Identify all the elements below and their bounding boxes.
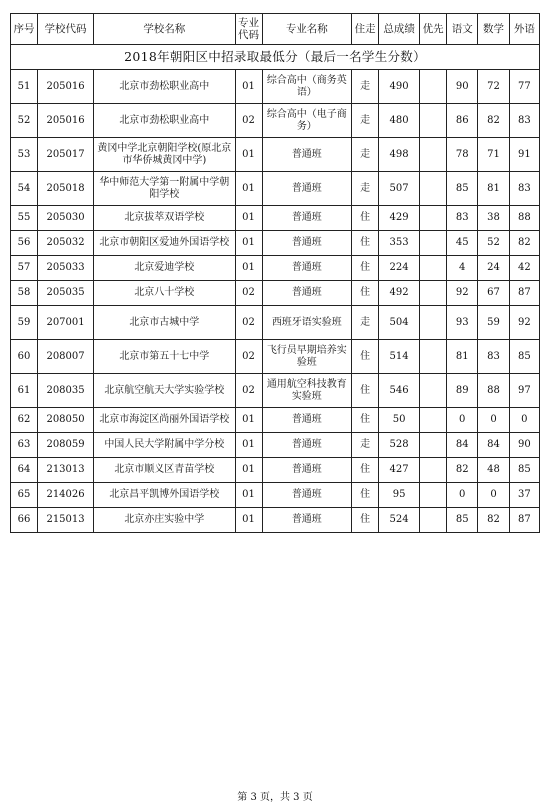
- cell-chinese: 93: [447, 306, 478, 340]
- cell-english: 87: [509, 508, 539, 533]
- cell-chinese: 4: [447, 256, 478, 281]
- cell-major: 普通班: [262, 256, 352, 281]
- cell-english: 37: [509, 483, 539, 508]
- cell-major-code: 01: [235, 172, 262, 206]
- cell-total: 524: [379, 508, 420, 533]
- cell-total: 546: [379, 374, 420, 408]
- page-title: 2018年朝阳区中招录取最低分（最后一名学生分数）: [11, 45, 540, 70]
- cell-chinese: 83: [447, 206, 478, 231]
- cell-major: 普通班: [262, 508, 352, 533]
- cell-priority: [420, 408, 447, 433]
- cell-live: 走: [352, 138, 379, 172]
- cell-major: 普通班: [262, 433, 352, 458]
- cell-total: 50: [379, 408, 420, 433]
- table-row: [11, 206, 540, 231]
- cell-school: 北京市古城中学: [94, 306, 235, 340]
- col-header-no: 序号: [11, 14, 38, 45]
- cell-no: 51: [11, 70, 38, 104]
- cell-code: 215013: [37, 508, 93, 533]
- table-row: [11, 138, 540, 172]
- cell-school: 北京八十学校: [94, 281, 235, 306]
- cell-school: 北京昌平凯博外国语学校: [94, 483, 235, 508]
- cell-priority: [420, 206, 447, 231]
- table-row: [11, 433, 540, 458]
- cell-major: 普通班: [262, 138, 352, 172]
- cell-live: 走: [352, 172, 379, 206]
- cell-major-code: 02: [235, 374, 262, 408]
- cell-major: 普通班: [262, 206, 352, 231]
- cell-total: 224: [379, 256, 420, 281]
- cell-live: 走: [352, 70, 379, 104]
- cell-chinese: 81: [447, 340, 478, 374]
- cell-total: 504: [379, 306, 420, 340]
- cell-priority: [420, 306, 447, 340]
- cell-school: 黄冈中学北京朝阳学校(原北京市华侨城黄冈中学): [94, 138, 235, 172]
- cell-live: 走: [352, 104, 379, 138]
- cell-priority: [420, 458, 447, 483]
- cell-english: 77: [509, 70, 539, 104]
- cell-code: 205035: [37, 281, 93, 306]
- cell-chinese: 86: [447, 104, 478, 138]
- cell-no: 61: [11, 374, 38, 408]
- cell-live: 走: [352, 306, 379, 340]
- cell-total: 490: [379, 70, 420, 104]
- cell-code: 205016: [37, 70, 93, 104]
- cell-total: 528: [379, 433, 420, 458]
- table-row: [11, 340, 540, 374]
- cell-chinese: 0: [447, 483, 478, 508]
- cell-math: 59: [478, 306, 509, 340]
- table-row: [11, 374, 540, 408]
- cell-code: 214026: [37, 483, 93, 508]
- cell-priority: [420, 138, 447, 172]
- cell-math: 52: [478, 231, 509, 256]
- table-row: [11, 104, 540, 138]
- cell-code: 208050: [37, 408, 93, 433]
- table-row: [11, 483, 540, 508]
- cell-total: 429: [379, 206, 420, 231]
- cell-math: 71: [478, 138, 509, 172]
- table-row: [11, 231, 540, 256]
- cell-no: 64: [11, 458, 38, 483]
- col-header-total: 总成绩: [379, 14, 420, 45]
- cell-major: 综合高中（电子商务）: [262, 104, 352, 138]
- table-row: [11, 306, 540, 340]
- cell-chinese: 92: [447, 281, 478, 306]
- cell-live: 住: [352, 458, 379, 483]
- cell-code: 208007: [37, 340, 93, 374]
- cell-priority: [420, 483, 447, 508]
- cell-total: 480: [379, 104, 420, 138]
- cell-math: 81: [478, 172, 509, 206]
- cell-school: 北京拔萃双语学校: [94, 206, 235, 231]
- cell-english: 91: [509, 138, 539, 172]
- cell-live: 住: [352, 256, 379, 281]
- cell-school: 北京航空航天大学实验学校: [94, 374, 235, 408]
- cell-math: 82: [478, 104, 509, 138]
- page-footer: 第 3 页，共 3 页: [237, 792, 313, 803]
- cell-live: 住: [352, 281, 379, 306]
- table-row: [11, 70, 540, 104]
- cell-major-code: 02: [235, 281, 262, 306]
- col-header-chinese: 语文: [447, 14, 478, 45]
- cell-code: 205032: [37, 231, 93, 256]
- cell-live: 住: [352, 408, 379, 433]
- cell-code: 205033: [37, 256, 93, 281]
- cell-major: 普通班: [262, 458, 352, 483]
- cell-priority: [420, 340, 447, 374]
- col-header-major: 专业名称: [262, 14, 352, 45]
- cell-live: 住: [352, 374, 379, 408]
- cell-math: 72: [478, 70, 509, 104]
- cell-live: 住: [352, 231, 379, 256]
- cell-live: 走: [352, 433, 379, 458]
- cell-school: 北京爱迪学校: [94, 256, 235, 281]
- cell-major-code: 01: [235, 138, 262, 172]
- cell-no: 65: [11, 483, 38, 508]
- cell-no: 52: [11, 104, 38, 138]
- table-row: [11, 256, 540, 281]
- cell-live: 住: [352, 206, 379, 231]
- cell-major: 普通班: [262, 281, 352, 306]
- cell-school: 北京市朝阳区爱迪外国语学校: [94, 231, 235, 256]
- cell-math: 84: [478, 433, 509, 458]
- cell-priority: [420, 256, 447, 281]
- cell-major-code: 01: [235, 508, 262, 533]
- cell-math: 48: [478, 458, 509, 483]
- cell-code: 205030: [37, 206, 93, 231]
- cell-english: 42: [509, 256, 539, 281]
- cell-major-code: 02: [235, 104, 262, 138]
- cell-math: 82: [478, 508, 509, 533]
- cell-math: 83: [478, 340, 509, 374]
- cell-english: 90: [509, 433, 539, 458]
- cell-total: 507: [379, 172, 420, 206]
- cell-school: 北京市劲松职业高中: [94, 104, 235, 138]
- cell-no: 60: [11, 340, 38, 374]
- cell-math: 88: [478, 374, 509, 408]
- cell-total: 95: [379, 483, 420, 508]
- cell-major-code: 01: [235, 433, 262, 458]
- cell-major: 普通班: [262, 408, 352, 433]
- cell-school: 北京亦庄实验中学: [94, 508, 235, 533]
- cell-no: 58: [11, 281, 38, 306]
- cell-no: 59: [11, 306, 38, 340]
- cell-english: 0: [509, 408, 539, 433]
- cell-chinese: 89: [447, 374, 478, 408]
- score-sheet: [10, 13, 540, 533]
- cell-no: 66: [11, 508, 38, 533]
- cell-code: 207001: [37, 306, 93, 340]
- cell-school: 北京市劲松职业高中: [94, 70, 235, 104]
- cell-major: 综合高中（商务英语）: [262, 70, 352, 104]
- cell-code: 205016: [37, 104, 93, 138]
- cell-school: 北京市第五十七中学: [94, 340, 235, 374]
- cell-no: 56: [11, 231, 38, 256]
- cell-chinese: 45: [447, 231, 478, 256]
- cell-english: 82: [509, 231, 539, 256]
- cell-math: 67: [478, 281, 509, 306]
- cell-priority: [420, 508, 447, 533]
- col-header-math: 数学: [478, 14, 509, 45]
- cell-major: 通用航空科技教育实验班: [262, 374, 352, 408]
- cell-major-code: 01: [235, 70, 262, 104]
- cell-major: 普通班: [262, 483, 352, 508]
- cell-english: 87: [509, 281, 539, 306]
- cell-chinese: 84: [447, 433, 478, 458]
- cell-priority: [420, 281, 447, 306]
- cell-major-code: 01: [235, 231, 262, 256]
- col-header-english: 外语: [509, 14, 539, 45]
- table-row: [11, 458, 540, 483]
- cell-major: 普通班: [262, 231, 352, 256]
- cell-major: 西班牙语实验班: [262, 306, 352, 340]
- cell-english: 83: [509, 104, 539, 138]
- cell-total: 427: [379, 458, 420, 483]
- cell-school: 北京市顺义区青苗学校: [94, 458, 235, 483]
- col-header-code: 学校代码: [37, 14, 93, 45]
- cell-chinese: 0: [447, 408, 478, 433]
- cell-total: 492: [379, 281, 420, 306]
- cell-major-code: 01: [235, 483, 262, 508]
- score-table: [10, 13, 540, 533]
- cell-major-code: 01: [235, 408, 262, 433]
- table-row: [11, 281, 540, 306]
- cell-math: 0: [478, 408, 509, 433]
- cell-english: 85: [509, 458, 539, 483]
- cell-english: 97: [509, 374, 539, 408]
- cell-code: 208059: [37, 433, 93, 458]
- cell-school: 中国人民大学附属中学分校: [94, 433, 235, 458]
- cell-english: 88: [509, 206, 539, 231]
- cell-school: 北京市海淀区尚丽外国语学校: [94, 408, 235, 433]
- cell-priority: [420, 374, 447, 408]
- cell-math: 38: [478, 206, 509, 231]
- cell-major: 普通班: [262, 172, 352, 206]
- cell-major-code: 01: [235, 458, 262, 483]
- cell-priority: [420, 104, 447, 138]
- cell-code: 213013: [37, 458, 93, 483]
- table-row: [11, 408, 540, 433]
- cell-major-code: 02: [235, 340, 262, 374]
- table-header: [11, 14, 540, 45]
- cell-priority: [420, 172, 447, 206]
- title-row: [11, 45, 540, 70]
- cell-math: 24: [478, 256, 509, 281]
- cell-chinese: 90: [447, 70, 478, 104]
- col-header-live: 住走: [352, 14, 379, 45]
- col-header-major-code: 专业代码: [235, 14, 262, 45]
- cell-english: 92: [509, 306, 539, 340]
- col-header-school: 学校名称: [94, 14, 235, 45]
- cell-no: 53: [11, 138, 38, 172]
- cell-no: 57: [11, 256, 38, 281]
- cell-chinese: 85: [447, 172, 478, 206]
- cell-code: 205017: [37, 138, 93, 172]
- cell-no: 54: [11, 172, 38, 206]
- cell-priority: [420, 231, 447, 256]
- cell-live: 住: [352, 340, 379, 374]
- cell-english: 85: [509, 340, 539, 374]
- cell-major: 飞行员早期培养实验班: [262, 340, 352, 374]
- cell-total: 498: [379, 138, 420, 172]
- cell-total: 353: [379, 231, 420, 256]
- cell-live: 住: [352, 483, 379, 508]
- table-row: [11, 508, 540, 533]
- cell-no: 62: [11, 408, 38, 433]
- cell-major-code: 02: [235, 306, 262, 340]
- col-header-priority: 优先: [420, 14, 447, 45]
- cell-chinese: 82: [447, 458, 478, 483]
- cell-no: 63: [11, 433, 38, 458]
- cell-english: 83: [509, 172, 539, 206]
- cell-code: 205018: [37, 172, 93, 206]
- cell-major-code: 01: [235, 256, 262, 281]
- cell-priority: [420, 433, 447, 458]
- cell-school: 华中师范大学第一附属中学朝阳学校: [94, 172, 235, 206]
- cell-math: 0: [478, 483, 509, 508]
- cell-live: 住: [352, 508, 379, 533]
- cell-code: 208035: [37, 374, 93, 408]
- table-body: [11, 70, 540, 533]
- cell-total: 514: [379, 340, 420, 374]
- cell-chinese: 78: [447, 138, 478, 172]
- cell-chinese: 85: [447, 508, 478, 533]
- cell-major-code: 01: [235, 206, 262, 231]
- cell-no: 55: [11, 206, 38, 231]
- table-row: [11, 172, 540, 206]
- cell-priority: [420, 70, 447, 104]
